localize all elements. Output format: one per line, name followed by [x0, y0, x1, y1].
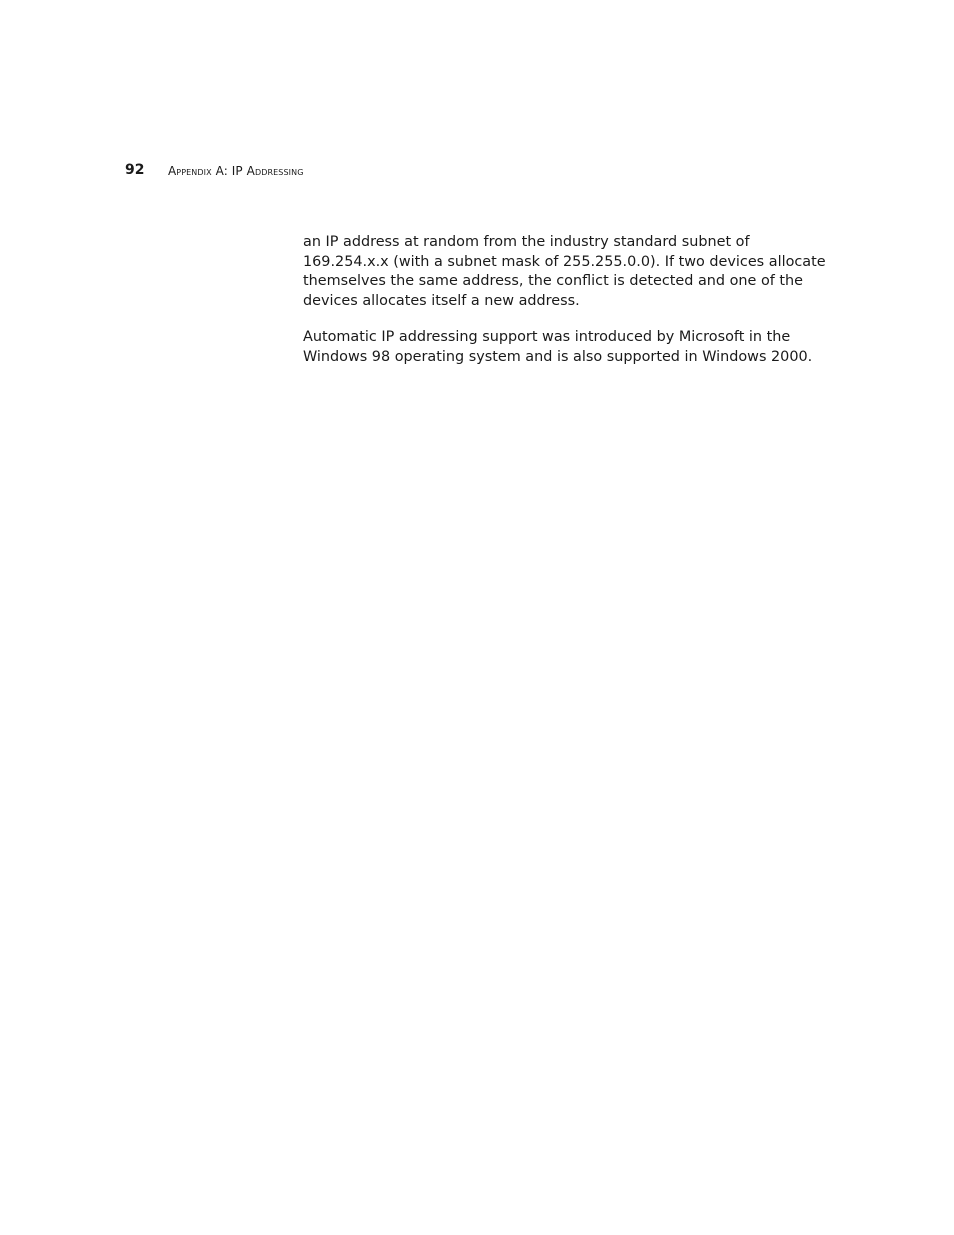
text-line: themselves the same address, the conflict is detected and one of the	[303, 273, 804, 289]
text-line: 169.254.x.x (with a subnet mask of 255.255.0.0). If two devices allocate	[303, 253, 826, 270]
body-text	[303, 233, 883, 384]
text-line: an IP address at random from the industry standard subnet of	[303, 234, 750, 250]
text-line: Automatic IP addressing support was introduced by Microsoft in the	[303, 329, 791, 345]
chapter-title: Appendix A: IP Addressing	[168, 164, 304, 178]
text-line: Windows 98 operating system and is also supported in Windows 2000.	[303, 348, 813, 365]
paragraph-automatic-ip-support	[303, 328, 883, 367]
text-line: devices allocates itself a new address.	[303, 292, 580, 309]
page-number: 92	[125, 162, 145, 178]
paragraph-ip-allocation	[303, 233, 883, 311]
